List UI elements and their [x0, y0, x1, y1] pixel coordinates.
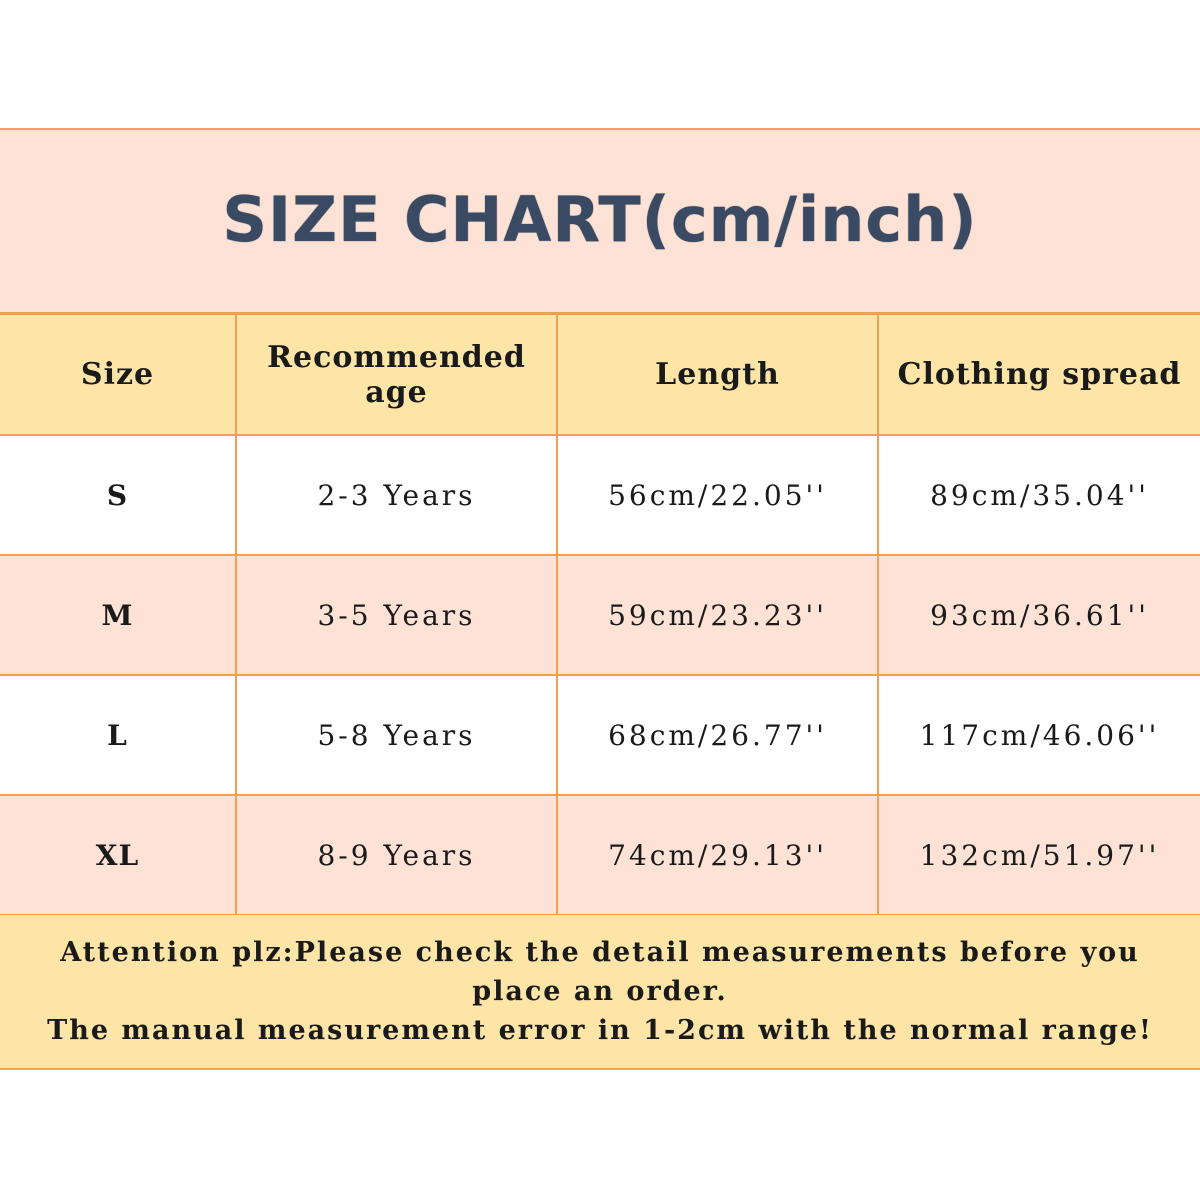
age-cell: 2-3 Years — [236, 435, 557, 555]
header-length: Length — [557, 315, 878, 435]
size-cell: S — [0, 435, 236, 555]
spread-cell: 93cm/36.61'' — [878, 555, 1200, 675]
length-cell: 59cm/23.23'' — [557, 555, 878, 675]
age-cell: 8-9 Years — [236, 795, 557, 915]
spread-cell: 117cm/46.06'' — [878, 675, 1200, 795]
table-row — [0, 795, 1200, 915]
spread-cell: 89cm/35.04'' — [878, 435, 1200, 555]
size-cell: XL — [0, 795, 236, 915]
spread-cell: 132cm/51.97'' — [878, 795, 1200, 915]
size-cell: L — [0, 675, 236, 795]
attention-note — [0, 915, 1200, 1068]
age-cell: 5-8 Years — [236, 675, 557, 795]
size-chart — [0, 128, 1200, 1070]
length-cell: 68cm/26.77'' — [557, 675, 878, 795]
age-cell: 3-5 Years — [236, 555, 557, 675]
table-row — [0, 675, 1200, 795]
table-row — [0, 435, 1200, 555]
table-row — [0, 555, 1200, 675]
length-cell: 74cm/29.13'' — [557, 795, 878, 915]
note-line-2: The manual measurement error in 1-2cm with the normal range! — [47, 1015, 1153, 1046]
chart-title: SIZE CHART(cm/inch) — [222, 182, 978, 256]
header-clothing-spread: Clothing spread — [878, 315, 1200, 435]
header-recommended-age: Recommended age — [236, 315, 557, 435]
table-header-row — [0, 315, 1200, 435]
size-cell: M — [0, 555, 236, 675]
size-table — [0, 315, 1200, 916]
length-cell: 56cm/22.05'' — [557, 435, 878, 555]
title-band — [0, 130, 1200, 315]
header-size: Size — [0, 315, 236, 435]
note-line-1: Attention plz:Please check the detail measurements before you place an order. — [60, 937, 1140, 1007]
